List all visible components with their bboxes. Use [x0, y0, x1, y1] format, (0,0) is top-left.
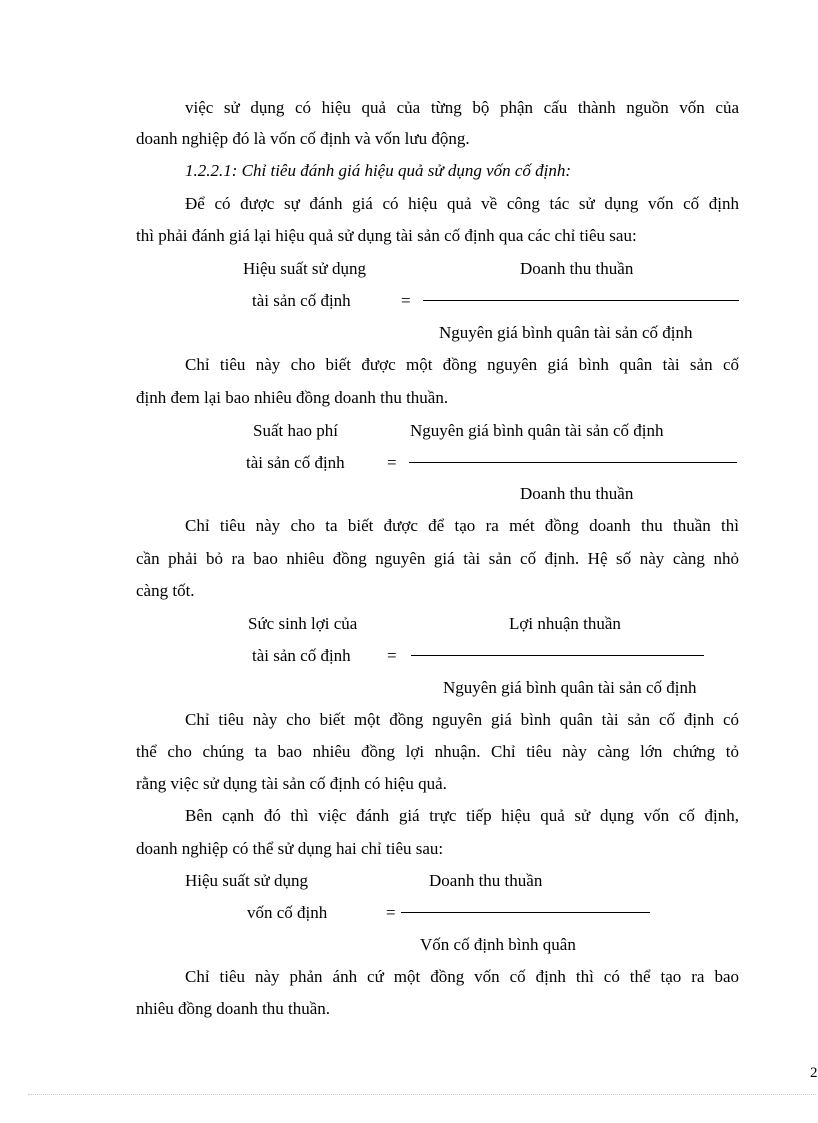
p5-line-1: Bên cạnh đó thì việc đánh giá trực tiếp hiệu quả sử dụng vốn cố định, [185, 806, 739, 825]
page-number: 2 [810, 1065, 818, 1081]
f4-label-line-1: Hiệu suất sử dụng [185, 871, 309, 890]
f1-label-line-1: Hiệu suất sử dụng [243, 259, 367, 278]
p2-line-1: Chỉ tiêu này cho biết được một đồng nguyên giá bình quân tài sản cố [185, 355, 739, 374]
p3-line-3: càng tốt. [136, 581, 195, 600]
f2-label-line-2: tài sản cố định [246, 453, 345, 472]
f1-denominator: Nguyên giá bình quân tài sản cố định [439, 323, 693, 342]
f4-equals-sign: = [386, 903, 396, 922]
p5-line-2: doanh nghiệp có thể sử dụng hai chỉ tiêu sau: [136, 839, 444, 858]
p1-line-2: thì phải đánh giá lại hiệu quả sử dụng tài sản cố định qua các chỉ tiêu sau: [136, 226, 637, 245]
f3-label-line-2: tài sản cố định [252, 646, 351, 665]
f3-denominator: Nguyên giá bình quân tài sản cố định [443, 678, 697, 697]
page-bottom-border [28, 1094, 816, 1095]
p2-line-2: định đem lại bao nhiêu đồng doanh thu thuần. [136, 388, 449, 407]
p3-line-1: Chỉ tiêu này cho ta biết được để tạo ra mét đồng doanh thu thuần thì [185, 516, 739, 535]
f2-numerator: Nguyên giá bình quân tài sản cố định [410, 421, 664, 440]
f2-label-line-1: Suất hao phí [253, 421, 338, 440]
f2-equals-sign: = [387, 453, 397, 472]
f1-equals-sign: = [401, 291, 411, 310]
p4-line-3: rằng việc sử dụng tài sản cố định có hiệu quả. [136, 774, 447, 793]
intro-line-1: việc sử dụng có hiệu quả của từng bộ phận cấu thành nguồn vốn của [185, 98, 739, 117]
intro-line-2: doanh nghiệp đó là vốn cố định và vốn lưu động. [136, 129, 470, 148]
f4-denominator: Vốn cố định bình quân [420, 935, 576, 954]
p6-line-2: nhiêu đồng doanh thu thuần. [136, 999, 331, 1018]
f2-denominator: Doanh thu thuần [520, 484, 634, 503]
f1-label-line-2: tài sản cố định [252, 291, 351, 310]
f3-numerator: Lợi nhuận thuần [509, 614, 621, 633]
f3-label-line-1: Sức sinh lợi của [248, 614, 358, 633]
f4-label-line-2: vốn cố định [247, 903, 328, 922]
p6-line-1: Chỉ tiêu này phản ánh cứ một đồng vốn cố định thì có thể tạo ra bao [185, 967, 739, 986]
f2-fraction-bar [409, 462, 737, 463]
p1-line-1: Để có được sự đánh giá có hiệu quả về công tác sử dụng vốn cố định [185, 194, 739, 213]
p3-line-2: cần phải bỏ ra bao nhiêu đồng nguyên giá tài sản cố định. Hệ số này càng nhỏ [136, 549, 739, 568]
p4-line-1: Chỉ tiêu này cho biết một đồng nguyên giá bình quân tài sản cố định có [185, 710, 739, 729]
f4-fraction-bar [401, 912, 650, 913]
f3-equals-sign: = [387, 646, 397, 665]
f1-fraction-bar [423, 300, 739, 301]
f3-fraction-bar [411, 655, 704, 656]
f4-numerator: Doanh thu thuần [429, 871, 543, 890]
section-heading: 1.2.2.1: Chỉ tiêu đánh giá hiệu quả sử dụng vốn cố định: [185, 161, 572, 180]
f1-numerator: Doanh thu thuần [520, 259, 634, 278]
p4-line-2: thể cho chúng ta bao nhiêu đồng lợi nhuận. Chỉ tiêu này càng lớn chứng tỏ [136, 742, 739, 761]
